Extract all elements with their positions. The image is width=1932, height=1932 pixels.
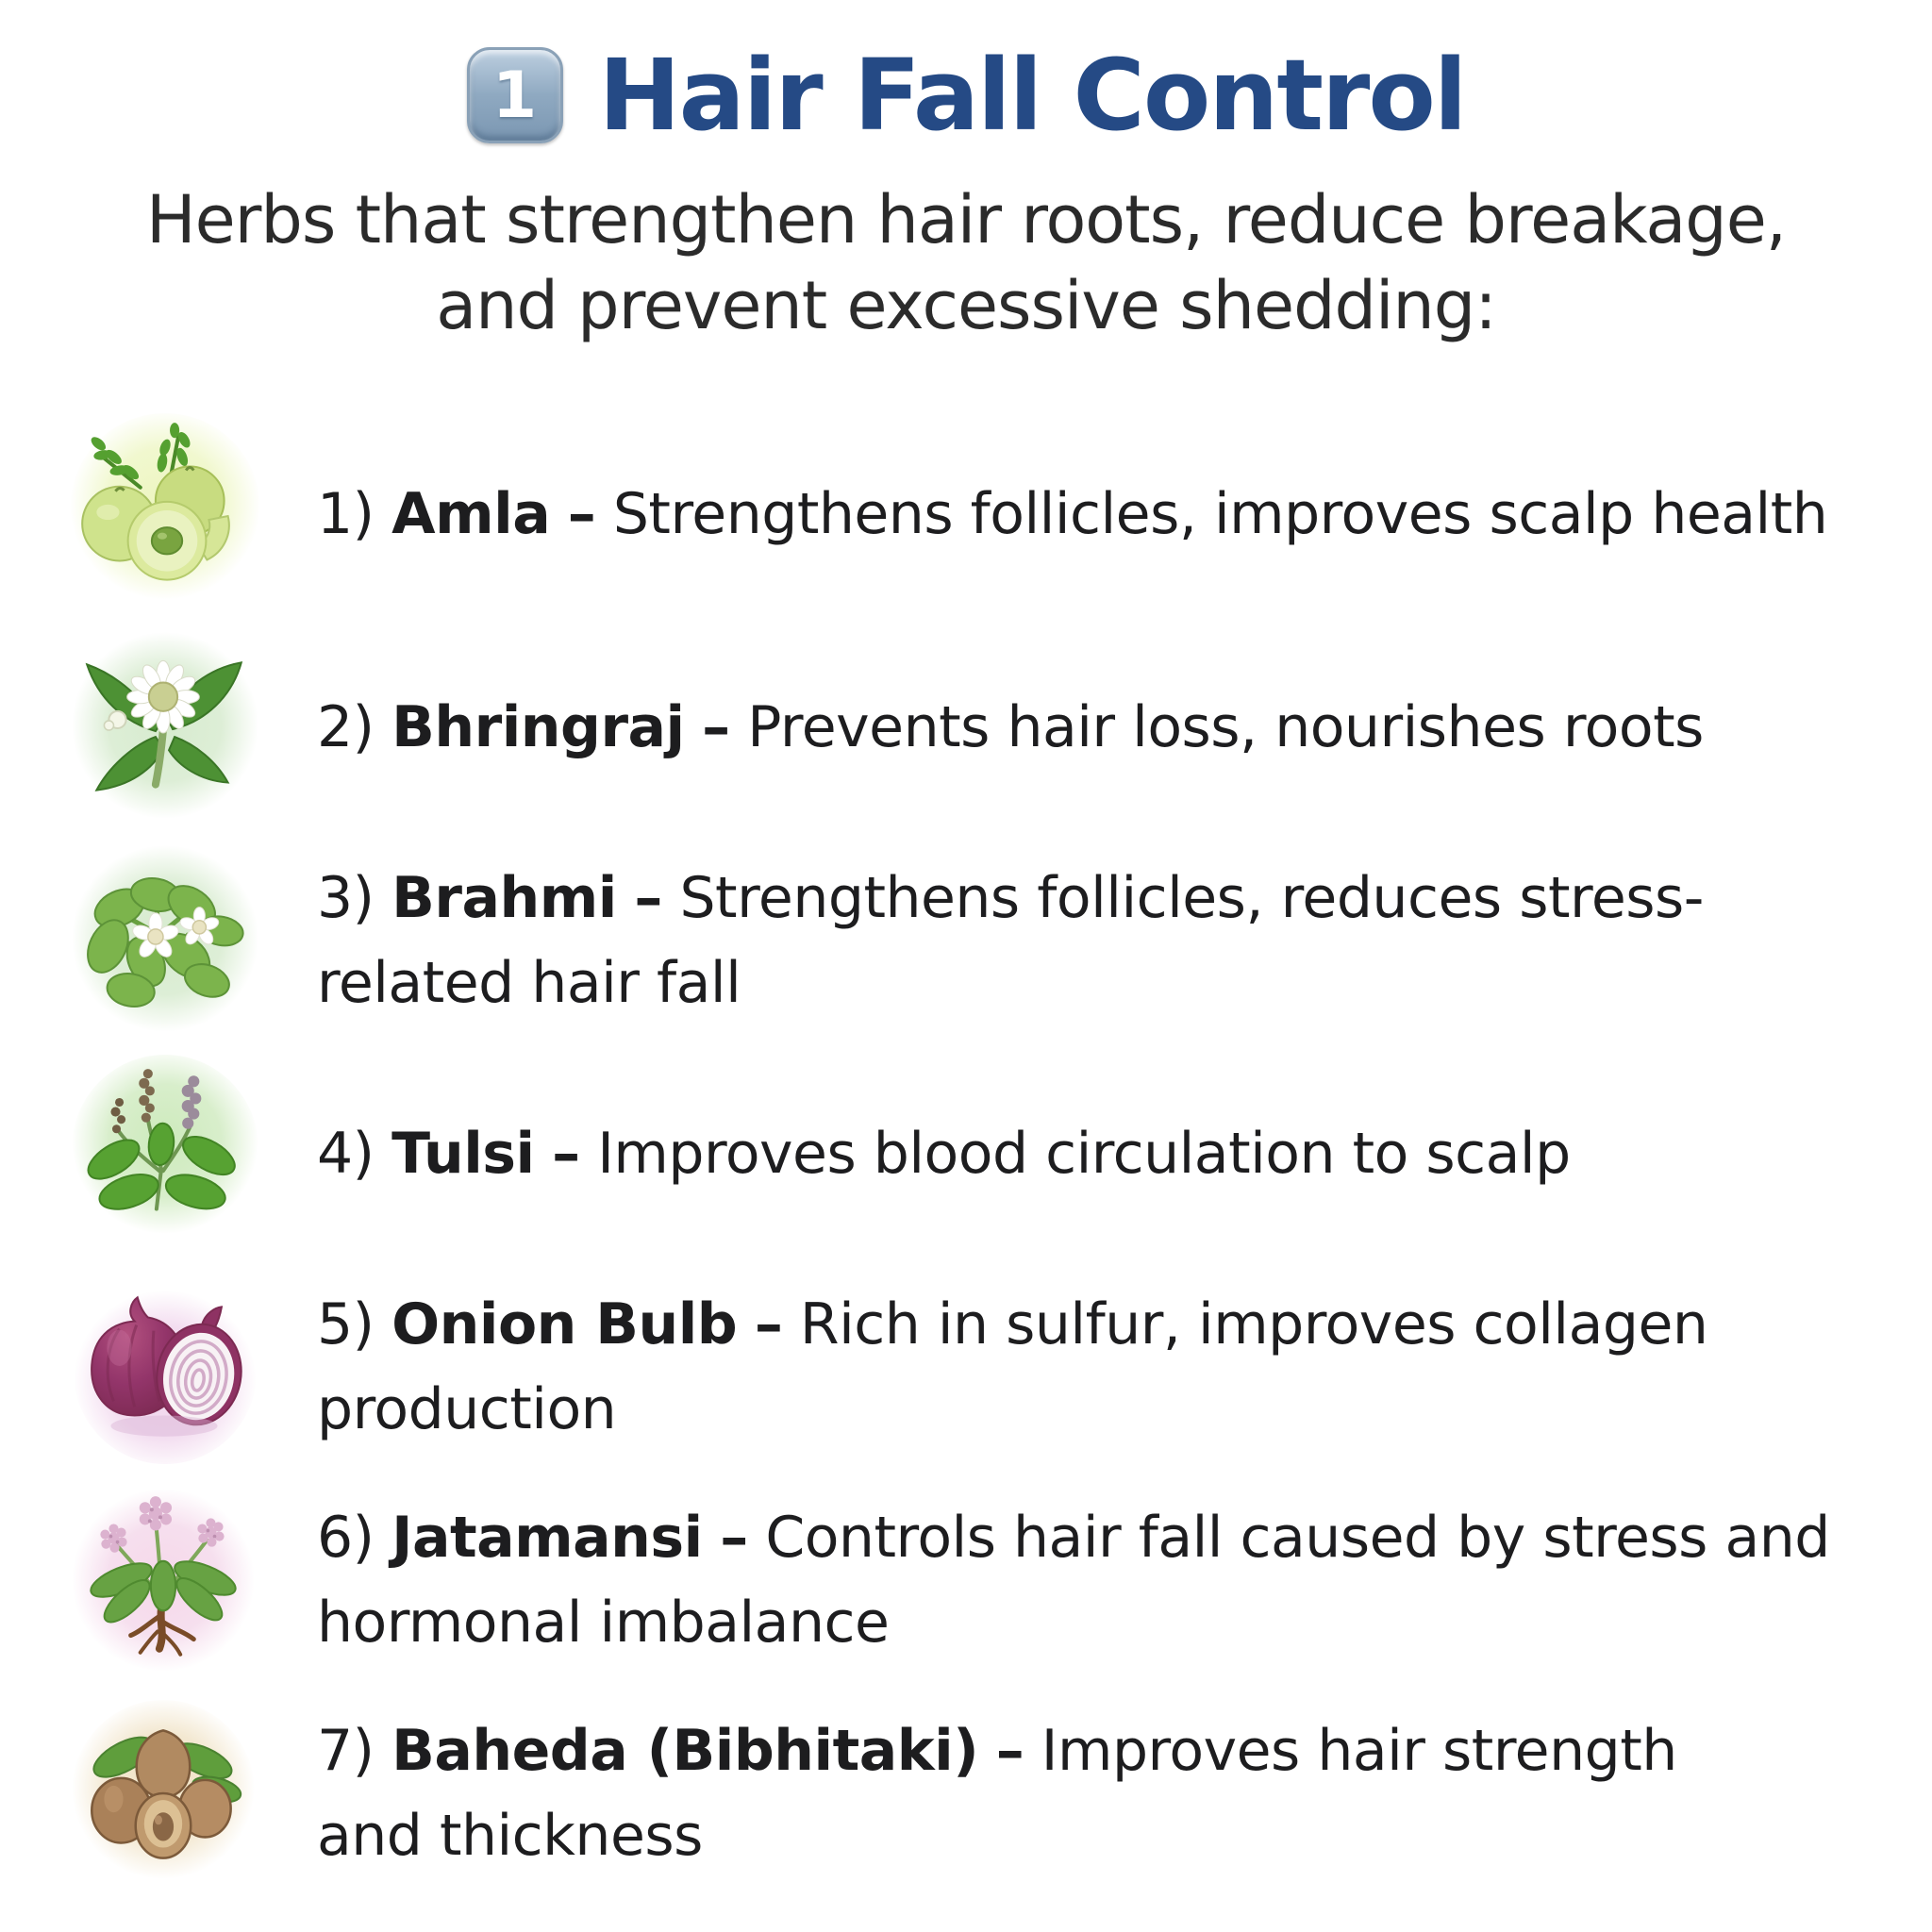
keycap-digit: 1	[491, 58, 538, 133]
item-text	[317, 856, 1883, 1025]
separator-dash: –	[552, 1121, 580, 1187]
list-item-onion-bulb	[64, 1260, 1932, 1474]
herb-description: Improves blood circulation to scalp	[597, 1121, 1571, 1187]
item-text	[317, 1111, 1590, 1196]
herb-description: Prevents hair loss, nourishes roots	[747, 694, 1704, 760]
tulsi-icon	[64, 1053, 266, 1255]
bhringraj-icon	[64, 626, 266, 828]
jatamansi-icon	[64, 1479, 266, 1681]
item-text	[317, 472, 1846, 557]
amla-icon	[64, 413, 266, 615]
page-subtitle: Herbs that strengthen hair roots, reduce breakage, and prevent excessive shedding:	[145, 181, 1787, 344]
title-line	[0, 34, 1932, 157]
item-text	[317, 685, 1723, 770]
list-item-baheda	[64, 1687, 1932, 1900]
item-text	[317, 1282, 1883, 1452]
item-number: 6)	[317, 1505, 375, 1571]
item-text	[317, 1708, 1789, 1878]
item-number: 5)	[317, 1291, 375, 1357]
separator-dash: –	[720, 1505, 748, 1571]
herb-name: Baheda (Bibhitaki)	[391, 1718, 979, 1784]
baheda-icon	[64, 1692, 266, 1894]
list-item-amla	[64, 408, 1932, 621]
brahmi-icon	[64, 840, 266, 1041]
herb-description: Strengthens follicles, reduces stress-related hair fall	[317, 865, 1704, 1016]
herb-description: Improves hair strength and thickness	[317, 1718, 1677, 1869]
onion-icon	[64, 1266, 266, 1468]
list-item-tulsi	[64, 1047, 1932, 1260]
herb-name: Jatamansi	[391, 1505, 703, 1571]
herb-description: Strengthens follicles, improves scalp health	[612, 481, 1828, 547]
item-number: 3)	[317, 865, 375, 931]
separator-dash: –	[754, 1291, 783, 1357]
item-number: 1)	[317, 481, 375, 547]
item-number: 2)	[317, 694, 375, 760]
separator-dash: –	[995, 1718, 1024, 1784]
list-item-jatamansi	[64, 1474, 1932, 1687]
item-text	[317, 1495, 1883, 1665]
header	[0, 0, 1932, 349]
herb-name: Amla	[391, 481, 551, 547]
herb-description: Controls hair fall caused by stress and hormonal imbalance	[317, 1505, 1830, 1656]
item-number: 4)	[317, 1121, 375, 1187]
herb-description: Rich in sulfur, improves collagen production	[317, 1291, 1708, 1442]
herb-name: Tulsi	[391, 1121, 535, 1187]
herb-name: Onion Bulb	[391, 1291, 738, 1357]
page-title: Hair Fall Control	[598, 38, 1466, 153]
separator-dash: –	[702, 694, 730, 760]
list-item-bhringraj	[64, 621, 1932, 834]
item-number: 7)	[317, 1718, 375, 1784]
keycap-1-icon	[467, 47, 563, 143]
herb-name: Bhringraj	[391, 694, 685, 760]
list-item-brahmi	[64, 834, 1932, 1047]
herb-list	[0, 408, 1932, 1900]
herb-name: Brahmi	[391, 865, 617, 931]
separator-dash: –	[567, 481, 596, 547]
separator-dash: –	[634, 865, 662, 931]
